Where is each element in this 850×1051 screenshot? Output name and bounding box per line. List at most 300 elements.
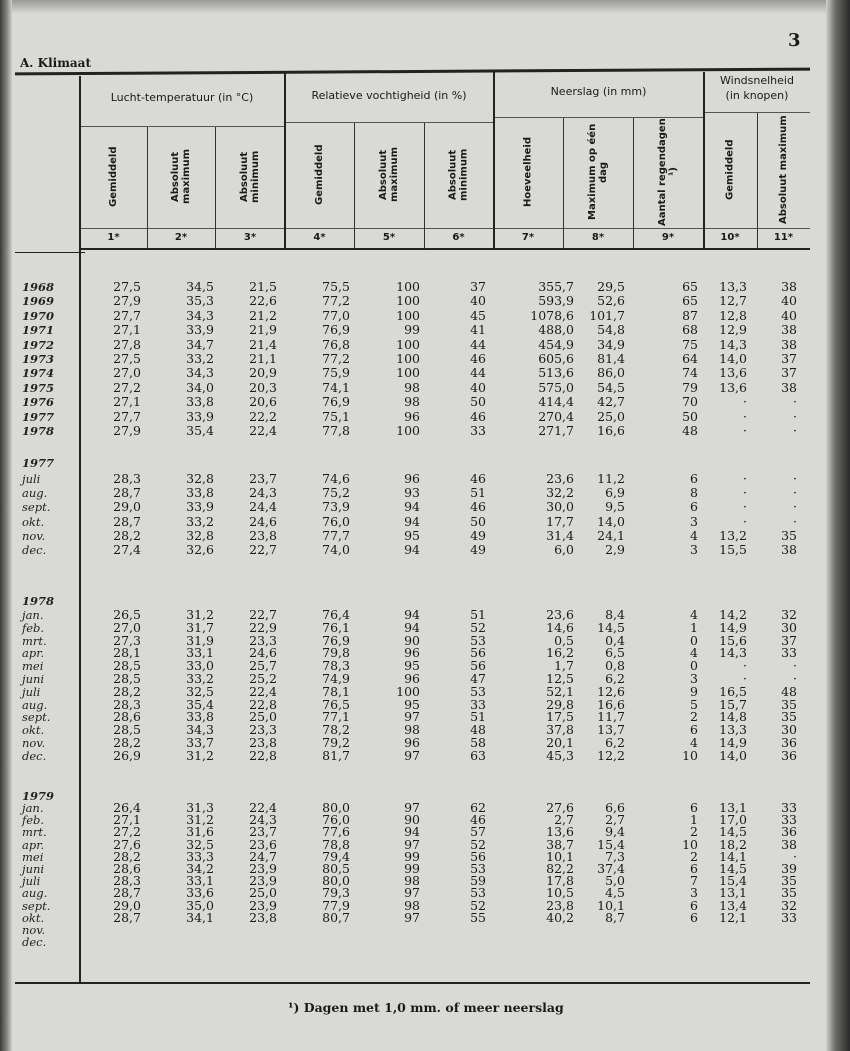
- table-cell: 2: [690, 709, 698, 725]
- table-cell: 79,2: [322, 735, 350, 750]
- table-cell: 57: [470, 824, 486, 840]
- table-cell: 3: [690, 513, 698, 529]
- table-cell: 6,0: [554, 542, 574, 557]
- table-cell: 20,9: [249, 365, 277, 381]
- table-cell: 100: [396, 365, 420, 381]
- table-cell: 45: [470, 307, 486, 323]
- table-cell: 13,6: [719, 379, 747, 395]
- table-cell: 21,5: [249, 279, 277, 294]
- table-cell: 16,5: [719, 683, 747, 699]
- table-cell: 30,0: [546, 499, 574, 515]
- table-cell: 26,9: [113, 747, 141, 763]
- table-cell: 77,8: [322, 423, 350, 438]
- table-cell: ·: [743, 408, 747, 424]
- table-cell: ·: [743, 423, 747, 438]
- table-cell: 35: [781, 873, 797, 889]
- table-cell: 9,4: [605, 824, 625, 840]
- table-cell: 6: [690, 800, 698, 815]
- table-cell: 21,2: [249, 307, 277, 323]
- table-cell: 22,4: [249, 800, 277, 815]
- table-cell: 99: [404, 322, 420, 338]
- table-cell: 76,8: [322, 336, 350, 352]
- group-header-temperature: Lucht-temperatuur (in °C): [110, 91, 254, 104]
- table-cell: 52: [470, 836, 486, 852]
- table-cell: 2: [690, 824, 698, 840]
- table-cell: 62: [470, 800, 486, 815]
- row-label: 1972: [22, 337, 55, 352]
- table-cell: 98: [404, 897, 420, 913]
- table-cell: 77,6: [322, 824, 350, 840]
- table-cell: 4: [690, 735, 698, 750]
- table-cell: 33: [781, 909, 797, 925]
- table-cell: 10,1: [597, 897, 625, 913]
- number-row-rule: [80, 228, 810, 229]
- table-cell: 22,4: [249, 683, 277, 699]
- table-cell: ·: [793, 848, 797, 864]
- table-cell: 23,3: [249, 632, 277, 648]
- table-cell: 14,5: [719, 861, 747, 876]
- table-cell: 100: [396, 351, 420, 366]
- group-header-precipitation: Neerslag (in mm): [550, 85, 647, 98]
- table-cell: 6,2: [605, 735, 625, 750]
- table-cell: 35: [781, 885, 797, 901]
- table-cell: 41: [470, 322, 486, 338]
- table-cell: 79,4: [322, 848, 350, 864]
- table-cell: 17,0: [719, 812, 747, 828]
- table-cell: 14,9: [719, 735, 747, 750]
- table-cell: 6,6: [605, 800, 625, 815]
- table-cell: 40: [781, 293, 797, 309]
- table-cell: 13,1: [719, 885, 747, 901]
- table-cell: 76,9: [322, 394, 350, 410]
- table-cell: 2,7: [554, 812, 574, 828]
- table-cell: 29,8: [546, 696, 574, 712]
- table-cell: 76,9: [322, 632, 350, 648]
- column-number: 3*: [243, 232, 257, 243]
- table-cell: 76,0: [322, 513, 350, 529]
- row-label: okt.: [22, 910, 45, 925]
- group-header-wind: Windsnelheid (in knopen): [720, 74, 794, 102]
- table-cell: 29,0: [113, 897, 141, 913]
- column-header: Absoluut maximum: [378, 147, 400, 203]
- table-cell: 12,6: [597, 683, 625, 699]
- table-cell: 35,3: [186, 293, 214, 309]
- table-cell: 575,0: [538, 379, 574, 395]
- table-cell: 98: [404, 722, 420, 738]
- table-cell: 23,3: [249, 722, 277, 738]
- table-cell: 10,5: [546, 885, 574, 901]
- table-cell: 34,3: [186, 365, 214, 381]
- table-cell: 50: [470, 394, 486, 410]
- table-cell: 94: [404, 499, 420, 515]
- table-cell: 95: [404, 527, 420, 543]
- table-cell: 80,0: [322, 873, 350, 889]
- table-cell: 74: [682, 365, 698, 381]
- table-cell: 48: [470, 722, 486, 738]
- table-cell: 99: [404, 861, 420, 876]
- table-cell: 23,8: [249, 909, 277, 925]
- table-cell: 4,5: [605, 885, 625, 901]
- table-cell: ·: [793, 485, 797, 501]
- table-cell: 6: [690, 897, 698, 913]
- table-cell: 21,1: [249, 351, 277, 366]
- table-cell: 15,4: [719, 873, 747, 889]
- table-cell: 87: [682, 307, 698, 323]
- table-cell: 78,2: [322, 722, 350, 738]
- table-cell: 34,9: [597, 336, 625, 352]
- table-cell: 15,4: [597, 836, 625, 852]
- row-label: 1975: [22, 380, 55, 395]
- table-cell: 27,2: [113, 824, 141, 840]
- table-cell: 65: [682, 279, 698, 294]
- table-cell: 1,7: [554, 658, 574, 674]
- table-cell: 20,6: [249, 394, 277, 410]
- table-cell: 100: [396, 683, 420, 699]
- book-spine-edge: [0, 0, 12, 1051]
- table-cell: 48: [781, 683, 797, 699]
- table-cell: 38,7: [546, 836, 574, 852]
- table-cell: 2,9: [605, 542, 625, 557]
- table-cell: 1: [690, 812, 698, 828]
- table-cell: 33,0: [186, 658, 214, 674]
- row-label: 1973: [22, 352, 55, 366]
- header-bottom-rule: [80, 248, 810, 250]
- table-cell: 53: [470, 683, 486, 699]
- row-label: 1977: [22, 409, 55, 424]
- table-cell: 12,5: [546, 671, 574, 686]
- footnote: ¹) Dagen met 1,0 mm. of meer neerslag: [288, 1000, 564, 1015]
- table-cell: 22,8: [249, 747, 277, 763]
- table-cell: 28,5: [113, 722, 141, 738]
- table-cell: 100: [396, 279, 420, 294]
- table-cell: 23,8: [546, 897, 574, 913]
- table-cell: 70: [682, 394, 698, 410]
- table-cell: 54,5: [597, 379, 625, 395]
- table-cell: 32,2: [546, 485, 574, 501]
- table-cell: 33,8: [186, 485, 214, 501]
- column-header: Absoluut maximum: [170, 149, 192, 205]
- table-cell: 23,8: [249, 527, 277, 543]
- table-cell: 90: [404, 812, 420, 828]
- table-cell: 38: [781, 542, 797, 557]
- table-cell: 96: [404, 645, 420, 661]
- table-cell: 13,6: [546, 824, 574, 840]
- table-cell: 27,0: [113, 619, 141, 635]
- row-label: aug.: [22, 697, 48, 712]
- row-label: juli: [22, 472, 41, 486]
- table-cell: 605,6: [538, 351, 574, 366]
- table-cell: 79,8: [322, 645, 350, 661]
- table-cell: 93: [404, 485, 420, 501]
- table-cell: 21,9: [249, 322, 277, 338]
- table-cell: 30: [781, 619, 797, 635]
- table-cell: 5,0: [605, 873, 625, 889]
- table-cell: 35,4: [186, 696, 214, 712]
- table-cell: 77,2: [322, 293, 350, 309]
- row-label: nov.: [22, 736, 46, 750]
- table-cell: 75,9: [322, 365, 350, 381]
- table-cell: 32,8: [186, 527, 214, 543]
- table-cell: 27,1: [113, 322, 141, 338]
- table-cell: 6: [690, 722, 698, 738]
- row-label: apr.: [22, 646, 45, 661]
- table-cell: 56: [470, 848, 486, 864]
- table-cell: 46: [470, 351, 486, 366]
- table-cell: 37: [781, 632, 797, 648]
- column-header: Maximum op één dag: [587, 123, 609, 221]
- table-cell: ·: [793, 513, 797, 529]
- table-cell: 9: [690, 683, 698, 699]
- row-label: 1968: [22, 280, 55, 294]
- table-cell: 36: [781, 747, 797, 763]
- table-cell: 28,7: [113, 909, 141, 925]
- table-cell: 16,6: [597, 696, 625, 712]
- table-cell: 33,7: [186, 735, 214, 750]
- table-cell: 17,5: [546, 709, 574, 725]
- table-cell: 96: [404, 735, 420, 750]
- column-header: Absoluut minimum: [239, 150, 261, 203]
- table-cell: 9,5: [605, 499, 625, 515]
- column-header: Absoluut maximum: [778, 115, 789, 224]
- block-year-heading: 1978: [22, 594, 55, 608]
- table-cell: 28,7: [113, 513, 141, 529]
- row-label: feb.: [22, 620, 45, 635]
- table-cell: 98: [404, 379, 420, 395]
- table-cell: 38: [781, 836, 797, 852]
- table-cell: 44: [470, 365, 486, 381]
- table-cell: 55: [470, 909, 486, 925]
- table-cell: ·: [793, 658, 797, 674]
- table-cell: 24,7: [249, 848, 277, 864]
- column-number: 4*: [313, 232, 326, 243]
- table-cell: 75: [682, 336, 698, 352]
- table-cell: 14,0: [719, 747, 747, 763]
- row-label: juni: [22, 672, 45, 686]
- table-cell: 5: [690, 696, 698, 712]
- column-header: Hoeveelheid: [522, 136, 534, 208]
- table-cell: 78,8: [322, 836, 350, 852]
- table-cell: 98: [404, 394, 420, 410]
- table-cell: 6,2: [605, 671, 625, 686]
- table-cell: 27,5: [113, 279, 141, 294]
- row-label: juli: [22, 874, 41, 889]
- table-cell: ·: [743, 671, 747, 686]
- table-cell: ·: [793, 423, 797, 438]
- table-cell: 1078,6: [530, 307, 574, 323]
- block-year-heading: 1977: [22, 456, 55, 470]
- table-cell: 6: [690, 909, 698, 925]
- table-cell: 35: [781, 696, 797, 712]
- row-label: juli: [22, 684, 41, 699]
- row-label: mei: [22, 659, 44, 674]
- table-cell: 13,7: [597, 722, 625, 738]
- table-cell: 100: [396, 423, 420, 438]
- group-header-humidity: Relatieve vochtigheid (in %): [311, 89, 467, 102]
- column-number: 1*: [107, 232, 120, 243]
- table-cell: 75,5: [322, 279, 350, 294]
- column-header: Aantal regendagen ¹): [657, 118, 679, 226]
- column-number: 7*: [521, 232, 535, 243]
- table-cell: 35,0: [186, 897, 214, 913]
- table-cell: 24,1: [597, 527, 625, 543]
- table-cell: 28,6: [113, 709, 141, 725]
- table-cell: 24,6: [249, 645, 277, 661]
- table-cell: 99: [404, 848, 420, 864]
- table-cell: 52,1: [546, 683, 574, 699]
- table-cell: 33: [470, 696, 486, 712]
- table-cell: 28,3: [113, 471, 141, 486]
- table-cell: 14,6: [546, 619, 574, 635]
- table-cell: 12,2: [597, 747, 625, 763]
- table-cell: 38: [781, 279, 797, 294]
- table-cell: 96: [404, 471, 420, 486]
- table-cell: 51: [470, 709, 486, 725]
- table-cell: 31,2: [186, 812, 214, 828]
- table-cell: 49: [470, 542, 486, 557]
- table-cell: 27,3: [113, 632, 141, 648]
- table-cell: 48: [682, 423, 698, 438]
- table-cell: 32,8: [186, 471, 214, 486]
- table-cell: 36: [781, 735, 797, 750]
- table-bottom-rule: [15, 982, 810, 984]
- table-cell: 27,4: [113, 542, 141, 557]
- table-cell: 31,2: [186, 607, 214, 622]
- table-cell: 12,7: [719, 293, 747, 309]
- table-cell: 33,8: [186, 394, 214, 410]
- table-cell: 27,1: [113, 812, 141, 828]
- table-cell: 13,3: [719, 722, 747, 738]
- table-cell: 97: [404, 909, 420, 925]
- table-cell: 56: [470, 645, 486, 661]
- table-cell: 100: [396, 307, 420, 323]
- table-cell: 27,1: [113, 394, 141, 410]
- table-cell: 33,9: [186, 408, 214, 424]
- table-cell: 33,3: [186, 848, 214, 864]
- table-cell: 75,1: [322, 408, 350, 424]
- row-label: jan.: [22, 801, 44, 815]
- table-cell: 7,3: [605, 848, 625, 864]
- column-number: 9*: [661, 232, 675, 243]
- table-cell: 94: [404, 513, 420, 529]
- table-cell: 27,9: [113, 423, 141, 438]
- row-label: juni: [22, 862, 45, 876]
- table-cell: 39: [781, 861, 797, 876]
- table-cell: ·: [743, 471, 747, 486]
- section-title: A. Klimaat: [20, 56, 92, 70]
- table-cell: 27,9: [113, 293, 141, 309]
- table-cell: 22,8: [249, 696, 277, 712]
- column-number: 5*: [382, 232, 396, 243]
- table-cell: ·: [743, 394, 747, 410]
- row-label: dec.: [22, 543, 47, 557]
- row-label: aug.: [22, 886, 48, 901]
- table-cell: 0: [690, 658, 698, 674]
- table-cell: 40: [470, 293, 486, 309]
- table-cell: 37,4: [597, 861, 625, 876]
- table-cell: 33,2: [186, 351, 214, 366]
- table-cell: 6,5: [605, 645, 625, 661]
- table-cell: ·: [743, 499, 747, 515]
- table-cell: 77,0: [322, 307, 350, 323]
- table-cell: 6: [690, 471, 698, 486]
- table-cell: 46: [470, 471, 486, 486]
- table-cell: 0,5: [554, 632, 574, 648]
- table-cell: 4: [690, 607, 698, 622]
- table-cell: 80,5: [322, 861, 350, 876]
- table-cell: 77,7: [322, 527, 350, 543]
- table-cell: 33,2: [186, 671, 214, 686]
- row-label: sept.: [22, 710, 51, 725]
- table-cell: 15,7: [719, 696, 747, 712]
- table-cell: 36: [781, 824, 797, 840]
- table-cell: 11,7: [597, 709, 625, 725]
- table-cell: 44: [470, 336, 486, 352]
- table-cell: 59: [470, 873, 486, 889]
- table-cell: 22,6: [249, 293, 277, 309]
- table-cell: 65: [682, 293, 698, 309]
- table-cell: 4: [690, 645, 698, 661]
- column-number: 2*: [174, 232, 188, 243]
- table-cell: 28,6: [113, 861, 141, 876]
- table-cell: 58: [470, 735, 486, 750]
- table-cell: 8: [690, 485, 698, 501]
- table-cell: 14,1: [719, 848, 747, 864]
- page-number: 3: [788, 30, 801, 51]
- table-cell: 17,7: [546, 513, 574, 529]
- table-cell: 25,0: [249, 709, 277, 725]
- table-cell: 96: [404, 408, 420, 424]
- row-label: 1976: [22, 395, 55, 410]
- table-cell: 13,4: [719, 897, 747, 913]
- table-cell: 97: [404, 747, 420, 763]
- table-cell: 28,2: [113, 735, 141, 750]
- table-cell: 27,7: [113, 408, 141, 424]
- table-cell: 34,2: [186, 861, 214, 876]
- table-cell: 28,1: [113, 645, 141, 661]
- column-number: 6*: [452, 232, 465, 243]
- column-number: 10*: [720, 232, 740, 243]
- table-cell: 46: [470, 408, 486, 424]
- table-cell: 37,8: [546, 722, 574, 738]
- table-cell: 52: [470, 619, 486, 635]
- table-cell: 54,8: [597, 322, 625, 338]
- table-cell: 22,4: [249, 423, 277, 438]
- table-cell: 28,2: [113, 683, 141, 699]
- table-cell: ·: [793, 471, 797, 486]
- table-cell: ·: [793, 671, 797, 686]
- table-cell: ·: [743, 485, 747, 501]
- row-label: dec.: [22, 748, 47, 763]
- table-cell: 53: [470, 861, 486, 876]
- table-cell: 82,2: [546, 861, 574, 876]
- table-cell: 32,5: [186, 836, 214, 852]
- table-cell: 97: [404, 709, 420, 725]
- table-cell: 34,3: [186, 722, 214, 738]
- table-cell: 14,2: [719, 607, 747, 622]
- table-cell: 23,6: [546, 607, 574, 622]
- table-cell: 14,0: [719, 351, 747, 366]
- table-cell: 34,7: [186, 336, 214, 352]
- table-cell: 34,1: [186, 909, 214, 925]
- table-cell: 28,5: [113, 671, 141, 686]
- table-cell: 94: [404, 607, 420, 622]
- table-cell: 13,2: [719, 527, 747, 543]
- table-cell: 34,0: [186, 379, 214, 395]
- table-cell: 14,3: [719, 336, 747, 352]
- table-cell: 40,2: [546, 909, 574, 925]
- table-cell: 75,2: [322, 485, 350, 501]
- table-cell: 97: [404, 836, 420, 852]
